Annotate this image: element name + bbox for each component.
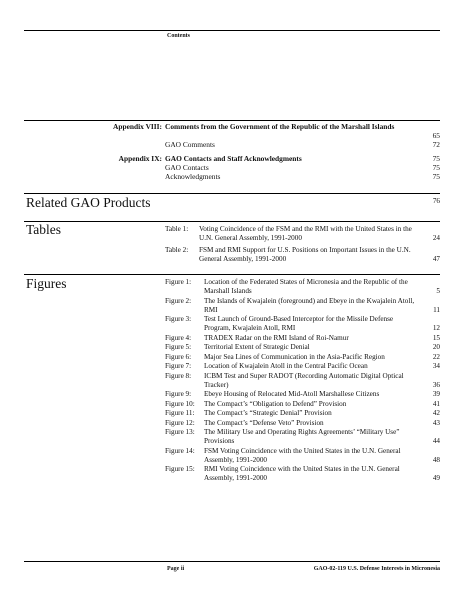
running-header: Contents [167,33,191,39]
figure-entry[interactable] [165,372,440,390]
figure-entry[interactable] [165,343,440,352]
figure-label: Figure 10: [165,399,195,408]
table-label: Table 2: [165,246,189,254]
appendix-entry[interactable] [24,122,440,131]
figure-page: 41 [432,399,440,408]
figure-page: 42 [432,409,440,417]
figure-label: Figure 4: [165,333,192,342]
table-page: 24 [432,234,440,242]
figures-heading: Figures [26,276,67,291]
figure-entry[interactable] [165,447,440,465]
header-rule [24,30,440,31]
appendix-entry[interactable] [24,154,440,163]
figure-page: 48 [432,455,440,464]
figure-page: 15 [432,333,440,342]
figure-entry[interactable] [165,278,440,296]
figure-caption: Test Launch of Ground-Based Interceptor for the Missile Defense Program, Kwajalein Atoll, RMI [204,315,394,332]
appendix-title: GAO Contacts and Staff Acknowledgments [165,154,302,163]
figures-rule [24,274,440,275]
footer-report-title: GAO-02-119 U.S. Defense Interests in Micronesia [313,566,440,572]
figure-entry[interactable] [165,428,440,446]
appendix-subentry-text: Acknowledgments [165,172,221,181]
table-caption: Voting Coincidence of the FSM and the RMI with the United States in the U.N. General Assembly, 1991-2000 [199,225,412,242]
figure-label: Figure 3: [165,315,192,323]
figure-entry[interactable] [165,362,440,371]
appendix-subentry-page: 75 [432,172,440,181]
figure-caption: Territorial Extent of Strategic Denial [204,343,310,351]
appendix-subentry[interactable] [24,163,440,172]
figure-page: 20 [432,343,440,351]
appendix-page: 75 [432,154,440,163]
figure-caption: The Islands of Kwajalein (foreground) and Ebeye in the Kwajalein Atoll, RMI [204,296,415,314]
figure-entry[interactable] [165,409,440,418]
appendix-top-rule [24,120,440,121]
figure-page: 5 [436,287,440,295]
figure-page: 43 [432,418,440,427]
figure-label: Figure 8: [165,371,192,380]
figure-caption: Location of the Federated States of Micronesia and the Republic of the Marshall Islands [204,278,408,295]
related-heading: Related GAO Products [26,195,151,210]
footer-rule [24,561,440,562]
appendix-page: 65 [432,131,440,140]
table-entry[interactable] [165,246,440,264]
appendix-label: Appendix VIII: [113,122,162,131]
related-entry[interactable] [165,197,440,206]
figure-caption: The Compact’s “Obligation to Defend” Provision [204,399,347,408]
related-page: 76 [432,197,440,205]
appendix-subentry[interactable] [24,140,440,149]
figure-label: Figure 11: [165,409,195,417]
figure-entry[interactable] [165,400,440,409]
appendix-title: Comments from the Government of the Republic of the Marshall Islands [165,122,395,131]
figure-label: Figure 15: [165,465,195,473]
appendix-subentry-page: 75 [432,163,440,172]
appendix-label: Appendix IX: [118,154,162,163]
figure-page: 49 [432,474,440,482]
figure-label: Figure 5: [165,343,192,351]
appendix-subentry-text: GAO Contacts [165,163,209,172]
footer-page-number: Page ii [167,566,185,572]
table-caption: FSM and RMI Support for U.S. Positions on Important Issues in the U.N. General Assembly, 1991-2000 [199,246,411,263]
figure-page: 22 [432,352,440,361]
figure-caption: Major Sea Lines of Communication in the Asia-Pacific Region [204,352,385,361]
related-rule [24,193,440,194]
figure-caption: RMI Voting Coincidence with the United States in the U.N. General Assembly, 1991-2000 [204,465,400,482]
related-page-row [165,197,440,206]
figure-label: Figure 7: [165,362,192,370]
figure-label: Figure 2: [165,296,192,305]
figure-entry[interactable] [165,297,440,315]
figure-page: 11 [433,305,440,314]
appendix-subentry-text: GAO Comments [165,140,215,149]
figure-caption: FSM Voting Coincidence with the United States in the U.N. General Assembly, 1991-2000 [204,446,401,464]
figure-label: Figure 13: [165,428,195,436]
figures-list [165,278,440,484]
figure-caption: The Military Use and Operating Rights Agreements’ “Military Use” Provisions [204,428,400,445]
appendix-title-wrap-spacer [24,131,440,140]
figure-entry[interactable] [165,315,440,333]
figure-page: 34 [432,362,440,370]
figure-label: Figure 12: [165,418,195,427]
figure-entry[interactable] [165,334,440,343]
figure-entry[interactable] [165,353,440,362]
figure-caption: Location of Kwajalein Atoll in the Central Pacific Ocean [204,362,368,370]
tables-list [165,225,440,264]
figure-label: Figure 6: [165,352,192,361]
figure-entry[interactable] [165,465,440,483]
figure-caption: The Compact’s “Strategic Denial” Provision [204,409,332,417]
figure-entry[interactable] [165,390,440,399]
figure-label: Figure 1: [165,278,192,286]
figure-page: 36 [432,380,440,389]
tables-heading: Tables [26,222,62,237]
figure-page: 44 [432,437,440,445]
figure-caption: TRADEX Radar on the RMI Island of Roi-Namur [204,333,349,342]
figure-page: 12 [432,324,440,332]
figure-caption: Ebeye Housing of Relocated Mid-Atoll Marshallese Citizens [204,390,380,398]
figure-page: 39 [432,390,440,398]
table-label: Table 1: [165,225,189,233]
appendix-subentry-page: 72 [432,140,440,149]
table-entry[interactable] [165,225,440,243]
figure-label: Figure 14: [165,446,195,455]
figure-caption: ICBM Test and Super RADOT (Recording Automatic Digital Optical Tracker) [204,371,404,389]
tables-rule [24,221,440,222]
table-page: 47 [432,255,440,263]
appendix-subentry[interactable] [24,172,440,181]
appendix-list [24,122,440,181]
figure-label: Figure 9: [165,390,192,398]
figure-caption: The Compact’s “Defense Veto” Provision [204,418,324,427]
figure-entry[interactable] [165,419,440,428]
